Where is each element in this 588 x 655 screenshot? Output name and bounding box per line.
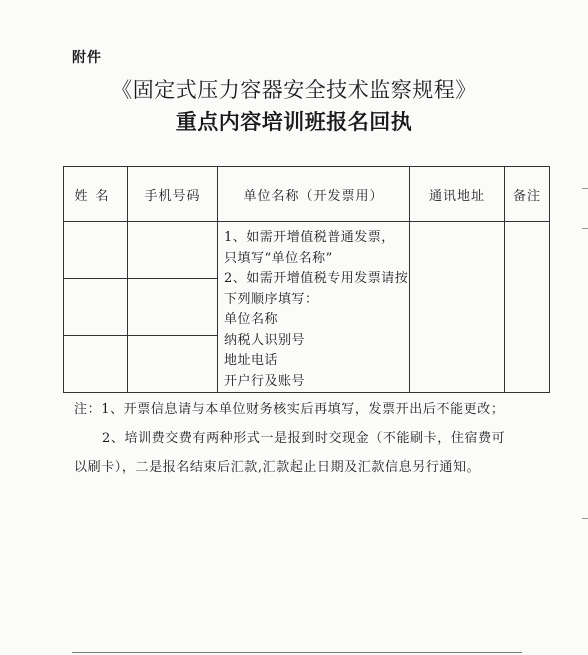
- note-1: 注：1、开票信息请与本单位财务核实后再填写，发票开出后不能更改；: [74, 402, 505, 417]
- phone-cell[interactable]: [128, 279, 218, 336]
- footer-rule: [72, 652, 522, 653]
- instruction-line: 只填写“单位名称”: [224, 250, 333, 266]
- table-header-row: [64, 167, 550, 222]
- phone-cell[interactable]: [128, 336, 218, 393]
- note-2-line-2: 以刷卡），二是报名结束后汇款,汇款起止日期及汇款信息另行通知。: [74, 460, 481, 475]
- name-cell[interactable]: [64, 336, 128, 393]
- phone-cell[interactable]: [128, 222, 218, 279]
- instruction-line: 单位名称: [224, 312, 279, 327]
- company-instructions-cell[interactable]: [218, 222, 410, 393]
- header-company: 单位名称（开发票用）: [218, 167, 410, 222]
- header-phone: 手机号码: [128, 167, 218, 222]
- remarks-cell[interactable]: [505, 222, 550, 393]
- header-name: 姓名: [64, 167, 128, 222]
- instruction-line: 1、如需开增值税普通发票，: [224, 230, 395, 245]
- instruction-line: 地址电话: [224, 353, 279, 368]
- instruction-line: 2、如需开增值税专用发票请按: [224, 271, 409, 286]
- address-cell[interactable]: [410, 222, 505, 393]
- instruction-line: 开户行及账号: [224, 373, 306, 389]
- instruction-line: 下列顺序填写：: [224, 291, 319, 307]
- scan-edge-mark: [582, 228, 588, 229]
- attachment-label: 附件: [72, 50, 102, 66]
- name-cell[interactable]: [64, 222, 128, 279]
- header-remarks: 备注: [505, 167, 550, 222]
- instruction-line: 纳税人识别号: [224, 332, 306, 348]
- document-title: 《固定式压力容器安全技术监察规程》: [111, 78, 477, 102]
- table-row: [64, 222, 550, 279]
- note-2-line-1: 2、培训费交费有两种形式一是报到时交现金（不能刷卡，住宿费可: [102, 431, 506, 446]
- scan-edge-mark: [582, 188, 588, 189]
- document-subtitle: 重点内容培训班报名回执: [175, 109, 413, 134]
- header-address: 通讯地址: [410, 167, 505, 222]
- registration-table: [63, 166, 550, 393]
- name-cell[interactable]: [64, 279, 128, 336]
- scan-edge-mark: [582, 518, 588, 519]
